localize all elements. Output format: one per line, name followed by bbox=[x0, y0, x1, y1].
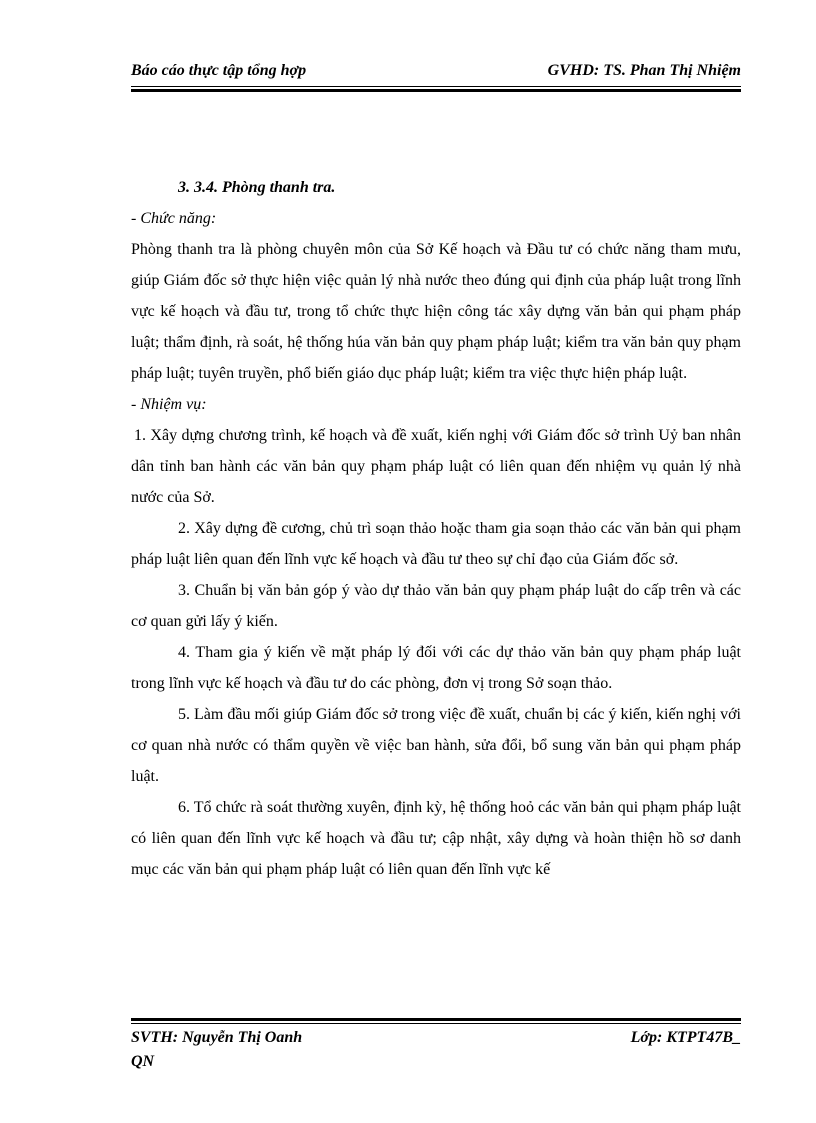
function-label: - Chức năng: bbox=[131, 210, 217, 227]
header-rule-thick bbox=[131, 89, 741, 92]
duty-label: - Nhiệm vụ: bbox=[131, 396, 207, 413]
footer-student: SVTH: Nguyễn Thị Oanh bbox=[131, 1029, 303, 1046]
duty-item-3: 3. Chuẩn bị văn bản góp ý vào dự thảo văn bản quy phạm pháp luật do cấp trên và các cơ quan gửi lấy ý kiến. bbox=[131, 582, 741, 630]
footer-rule-thin bbox=[131, 1023, 741, 1024]
duty-item-1: 1. Xây dựng chương trình, kế hoạch và đề xuất, kiến nghị với Giám đốc sở trình Uỷ ban nhân dân tỉnh ban hành các văn bản quy phạm pháp luật có liên quan đến nhiệm vụ quản lý nhà nước của Sở. bbox=[131, 427, 741, 506]
function-paragraph: Phòng thanh tra là phòng chuyên môn của Sở Kế hoạch và Đầu tư có chức năng tham mưu, giúp Giám đốc sở thực hiện việc quản lý nhà nước theo đúng qui định của pháp luật trong lĩnh vực kế hoạch và đầu tư, trong tổ chức thực hiện công tác xây dựng văn bản qui phạm pháp luật; thẩm định, rà soát, hệ thống húa văn bản quy phạm pháp luật; kiểm tra văn bản quy phạm pháp luật; tuyên truyền, phổ biến giáo dục pháp luật; kiểm tra việc thực hiện pháp luật. bbox=[131, 241, 741, 382]
duty-item-5: 5. Làm đầu mối giúp Giám đốc sở trong việc đề xuất, chuẩn bị các ý kiến, kiến nghị với cơ quan nhà nước có thẩm quyền về việc ban hành, sửa đổi, bổ sung văn bản qui phạm pháp luật. bbox=[131, 706, 741, 785]
header-rule-thin bbox=[131, 86, 741, 87]
duty-item-6: 6. Tổ chức rà soát thường xuyên, định kỳ, hệ thống hoỏ các văn bản qui phạm pháp luật có liên quan đến lĩnh vực kế hoạch và đầu tư; cập nhật, xây dựng và hoàn thiện hồ sơ danh mục các văn bản qui phạm pháp luật có liên quan đến lĩnh vực kế bbox=[131, 799, 741, 878]
section-title: 3. 3.4. Phòng thanh tra. bbox=[178, 179, 336, 196]
document-body bbox=[131, 170, 741, 885]
header-report-title: Báo cáo thực tập tổng hợp bbox=[131, 62, 307, 79]
footer-rule-thick bbox=[131, 1018, 741, 1021]
page-header bbox=[131, 62, 741, 84]
header-supervisor: GVHD: TS. Phan Thị Nhiệm bbox=[547, 62, 741, 79]
duty-item-4: 4. Tham gia ý kiến về mặt pháp lý đối với các dự thảo văn bản quy phạm pháp luật trong lĩnh vực kế hoạch và đầu tư do các phòng, đơn vị trong Sở soạn thảo. bbox=[131, 644, 741, 692]
footer-class-suffix: QN bbox=[131, 1053, 155, 1070]
footer-class: Lớp: KTPT47B_ bbox=[630, 1029, 741, 1046]
duty-item-2: 2. Xây dựng đề cương, chủ trì soạn thảo hoặc tham gia soạn thảo các văn bản qui phạm pháp luật liên quan đến lĩnh vực kế hoạch và đầu tư theo sự chỉ đạo của Giám đốc sở. bbox=[131, 520, 741, 568]
